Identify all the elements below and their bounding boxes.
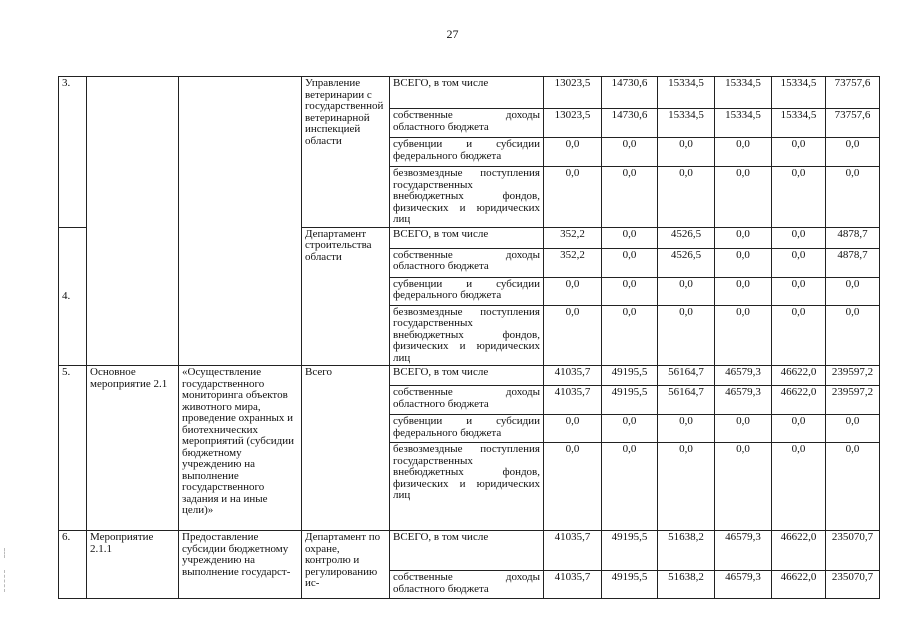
value-cell: 0,0 [602, 277, 658, 305]
value-cell: 352,2 [544, 248, 602, 277]
total-value-cell: 235070,7 [826, 531, 880, 571]
funding-source-label: субвенции и субсидии федерального бюджета [390, 415, 544, 443]
value-cell: 0,0 [715, 443, 772, 531]
value-cell: 0,0 [658, 138, 715, 167]
value-cell: 0,0 [715, 227, 772, 248]
value-cell: 15334,5 [658, 109, 715, 138]
value-cell: 0,0 [772, 248, 826, 277]
value-cell: 0,0 [602, 248, 658, 277]
value-cell: 46622,0 [772, 386, 826, 415]
value-cell: 0,0 [715, 277, 772, 305]
value-cell: 13023,5 [544, 109, 602, 138]
funding-source-label: субвенции и субсидии федерального бюджета [390, 277, 544, 305]
total-value-cell: 73757,6 [826, 109, 880, 138]
funding-source-label: ВСЕГО, в том числе [390, 531, 544, 571]
value-cell: 51638,2 [658, 531, 715, 571]
value-cell: 46622,0 [772, 571, 826, 599]
value-cell: 41035,7 [544, 571, 602, 599]
value-cell: 51638,2 [658, 571, 715, 599]
value-cell: 56164,7 [658, 366, 715, 386]
value-cell: 0,0 [772, 305, 826, 366]
value-cell: 0,0 [772, 167, 826, 228]
value-cell: 46579,3 [715, 571, 772, 599]
funding-source-label: собственные доходы областного бюджета [390, 248, 544, 277]
value-cell: 0,0 [602, 443, 658, 531]
funding-source-label: ВСЕГО, в том числе [390, 366, 544, 386]
total-value-cell: 239597,2 [826, 386, 880, 415]
total-value-cell: 0,0 [826, 167, 880, 228]
row-number: 6. [59, 531, 87, 599]
executor-cell: Департамент строительства области [302, 227, 390, 366]
value-cell: 0,0 [544, 138, 602, 167]
value-cell: 49195,5 [602, 531, 658, 571]
funding-source-label: безвозмездные поступления государственных внебюджетных фондов, физических и юридических лиц [390, 443, 544, 531]
value-cell: 41035,7 [544, 366, 602, 386]
event-description-cell [179, 77, 302, 366]
value-cell: 0,0 [602, 138, 658, 167]
budget-table [58, 76, 880, 599]
value-cell: 0,0 [772, 227, 826, 248]
value-cell: 0,0 [772, 415, 826, 443]
value-cell: 0,0 [602, 415, 658, 443]
value-cell: 15334,5 [772, 109, 826, 138]
value-cell: 56164,7 [658, 386, 715, 415]
funding-source-label: безвозмездные поступления государственных внебюджетных фондов, физических и юридических лиц [390, 167, 544, 228]
event-description-cell: «Осуществление государственного мониторинга объектов животного мира, проведение охранных и биотехнических мероприятий (субсидии бюджетному учреждению на выполнение государственного задания и на иные цели)» [179, 366, 302, 531]
value-cell: 0,0 [772, 138, 826, 167]
funding-source-label: собственные доходы областного бюджета [390, 386, 544, 415]
executor-cell: Управление ветеринарии с государственной ветеринарной инспекцией области [302, 77, 390, 228]
value-cell: 0,0 [715, 415, 772, 443]
value-cell: 14730,6 [602, 109, 658, 138]
value-cell: 15334,5 [658, 77, 715, 109]
value-cell: 41035,7 [544, 531, 602, 571]
row-number: 4. [59, 227, 87, 366]
page-number: 27 [446, 27, 459, 41]
value-cell: 0,0 [715, 167, 772, 228]
scan-margin-mark [4, 570, 8, 592]
total-value-cell: 0,0 [826, 277, 880, 305]
value-cell: 0,0 [715, 305, 772, 366]
total-value-cell: 4878,7 [826, 248, 880, 277]
row-number: 3. [59, 77, 87, 228]
funding-source-label: безвозмездные поступления государственных внебюджетных фондов, физических и юридических лиц [390, 305, 544, 366]
value-cell: 0,0 [772, 443, 826, 531]
value-cell: 0,0 [715, 248, 772, 277]
value-cell: 0,0 [544, 167, 602, 228]
event-name-cell: Основное мероприятие 2.1 [87, 366, 179, 531]
total-value-cell: 0,0 [826, 415, 880, 443]
table-row [59, 531, 880, 571]
total-value-cell: 235070,7 [826, 571, 880, 599]
executor-cell: Всего [302, 366, 390, 531]
value-cell: 352,2 [544, 227, 602, 248]
value-cell: 0,0 [658, 443, 715, 531]
event-name-cell: Мероприятие 2.1.1 [87, 531, 179, 599]
value-cell: 15334,5 [715, 77, 772, 109]
funding-source-label: ВСЕГО, в том числе [390, 77, 544, 109]
value-cell: 0,0 [544, 415, 602, 443]
event-description-cell: Предоставление субсидии бюджетному учреждению на выполнение государст- [179, 531, 302, 599]
value-cell: 0,0 [544, 277, 602, 305]
total-value-cell: 0,0 [826, 138, 880, 167]
value-cell: 46579,3 [715, 386, 772, 415]
scan-margin-mark [4, 548, 8, 558]
total-value-cell: 0,0 [826, 305, 880, 366]
total-value-cell: 73757,6 [826, 77, 880, 109]
value-cell: 49195,5 [602, 366, 658, 386]
value-cell: 0,0 [658, 305, 715, 366]
value-cell: 0,0 [658, 277, 715, 305]
total-value-cell: 239597,2 [826, 366, 880, 386]
funding-source-label: ВСЕГО, в том числе [390, 227, 544, 248]
row-number: 5. [59, 366, 87, 531]
value-cell: 0,0 [544, 305, 602, 366]
value-cell: 46622,0 [772, 366, 826, 386]
funding-source-label: собственные доходы областного бюджета [390, 109, 544, 138]
value-cell: 0,0 [602, 167, 658, 228]
value-cell: 46622,0 [772, 531, 826, 571]
value-cell: 46579,3 [715, 366, 772, 386]
total-value-cell: 4878,7 [826, 227, 880, 248]
value-cell: 41035,7 [544, 386, 602, 415]
value-cell: 14730,6 [602, 77, 658, 109]
funding-source-label: собственные доходы областного бюджета [390, 571, 544, 599]
value-cell: 4526,5 [658, 248, 715, 277]
value-cell: 49195,5 [602, 386, 658, 415]
total-value-cell: 0,0 [826, 443, 880, 531]
executor-cell: Департамент по охране, контролю и регулированию ис- [302, 531, 390, 599]
value-cell: 46579,3 [715, 531, 772, 571]
table-row [59, 77, 880, 109]
value-cell: 49195,5 [602, 571, 658, 599]
value-cell: 0,0 [602, 305, 658, 366]
value-cell: 13023,5 [544, 77, 602, 109]
table-row [59, 366, 880, 386]
value-cell: 0,0 [772, 277, 826, 305]
value-cell: 0,0 [658, 167, 715, 228]
funding-source-label: субвенции и субсидии федерального бюджета [390, 138, 544, 167]
value-cell: 0,0 [715, 138, 772, 167]
value-cell: 15334,5 [715, 109, 772, 138]
event-name-cell [87, 77, 179, 366]
value-cell: 15334,5 [772, 77, 826, 109]
value-cell: 4526,5 [658, 227, 715, 248]
value-cell: 0,0 [658, 415, 715, 443]
value-cell: 0,0 [602, 227, 658, 248]
value-cell: 0,0 [544, 443, 602, 531]
